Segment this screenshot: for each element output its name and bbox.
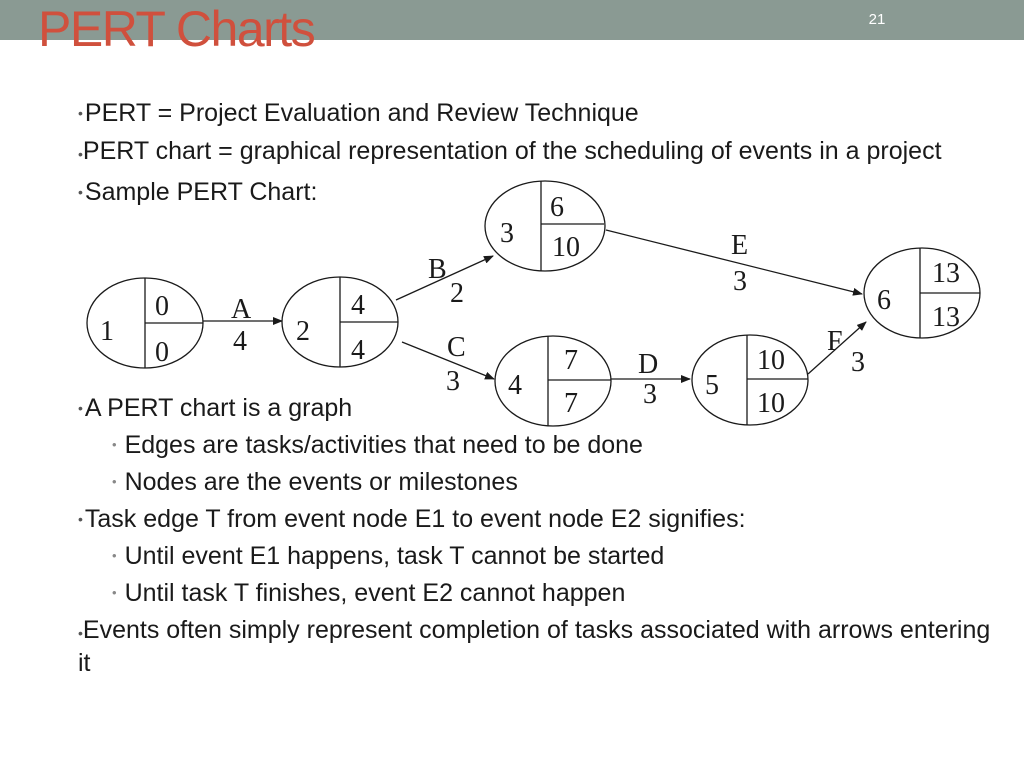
edge-f-duration: 3 [851, 347, 865, 378]
edge-f-label: F [827, 326, 843, 357]
edge-a-label: A [231, 294, 252, 325]
bullet-pert-definition: • PERT = Project Evaluation and Review Technique [78, 99, 639, 127]
node-3-id: 3 [500, 218, 514, 249]
bullet-sample-chart: • Sample PERT Chart: [78, 178, 318, 206]
slide-title: PERT Charts [38, 1, 315, 57]
sub-bullet-edges: • Edges are tasks/activities that need to be done [112, 431, 643, 459]
bullet-graph: • A PERT chart is a graph [78, 394, 353, 422]
bullet-events: •Events often simply represent completion of tasks associated with arrows entering it [78, 616, 991, 677]
node-1-earliest: 0 [155, 291, 169, 322]
node-4-id: 4 [508, 370, 522, 401]
pert-node-2 [282, 277, 398, 367]
edge-b-label: B [428, 254, 447, 285]
edge-e-label: E [731, 230, 749, 261]
sub-bullet-nodes: • Nodes are the events or milestones [112, 468, 518, 496]
edge-e-duration: 3 [733, 266, 747, 297]
bullet-dot-icon: • [78, 625, 83, 641]
bullet-pert-chart-definition: •PERT chart = graphical representation of the scheduling of events in a project [78, 137, 942, 165]
sub-bullet-e2: • Until task T finishes, event E2 cannot happen [112, 579, 626, 607]
edge-c-label: C [447, 332, 466, 363]
node-5-latest: 10 [757, 388, 785, 419]
node-4-earliest: 7 [564, 345, 578, 376]
sub-bullet-dot-icon: • [112, 548, 117, 563]
node-6-earliest: 13 [932, 258, 960, 289]
bullet-dot-icon: • [78, 146, 83, 162]
node-1-latest: 0 [155, 337, 169, 368]
bullet-dot-icon: • [78, 400, 83, 416]
slide-number: 21 [868, 11, 886, 28]
node-5-earliest: 10 [757, 345, 785, 376]
node-3-earliest: 6 [550, 192, 564, 223]
node-6-id: 6 [877, 285, 891, 316]
pert-node-3 [485, 181, 605, 271]
node-2-latest: 4 [351, 335, 365, 366]
sub-bullet-dot-icon: • [112, 437, 117, 452]
node-4-latest: 7 [564, 388, 578, 419]
bullet-dot-icon: • [78, 105, 83, 121]
pert-node-6 [864, 248, 980, 338]
bullet-dot-icon: • [78, 511, 83, 527]
node-3-latest: 10 [552, 232, 580, 263]
node-2-earliest: 4 [351, 290, 365, 321]
sub-bullet-dot-icon: • [112, 474, 117, 489]
edge-d-duration: 3 [643, 379, 657, 410]
bullet-dot-icon: • [78, 184, 83, 200]
edge-d-label: D [638, 349, 659, 380]
node-6-latest: 13 [932, 302, 960, 333]
edge-a-duration: 4 [233, 326, 247, 357]
edge-b-duration: 2 [450, 278, 464, 309]
sub-bullet-e1: • Until event E1 happens, task T cannot be started [112, 542, 665, 570]
pert-node-5 [692, 335, 808, 425]
node-5-id: 5 [705, 370, 719, 401]
pert-node-1 [87, 278, 203, 368]
pert-node-4 [495, 336, 611, 426]
node-1-id: 1 [100, 316, 114, 347]
bullet-task-edge: • Task edge T from event node E1 to event node E2 signifies: [78, 505, 746, 533]
sub-bullet-dot-icon: • [112, 585, 117, 600]
node-2-id: 2 [296, 316, 310, 347]
edge-c-duration: 3 [446, 366, 460, 397]
